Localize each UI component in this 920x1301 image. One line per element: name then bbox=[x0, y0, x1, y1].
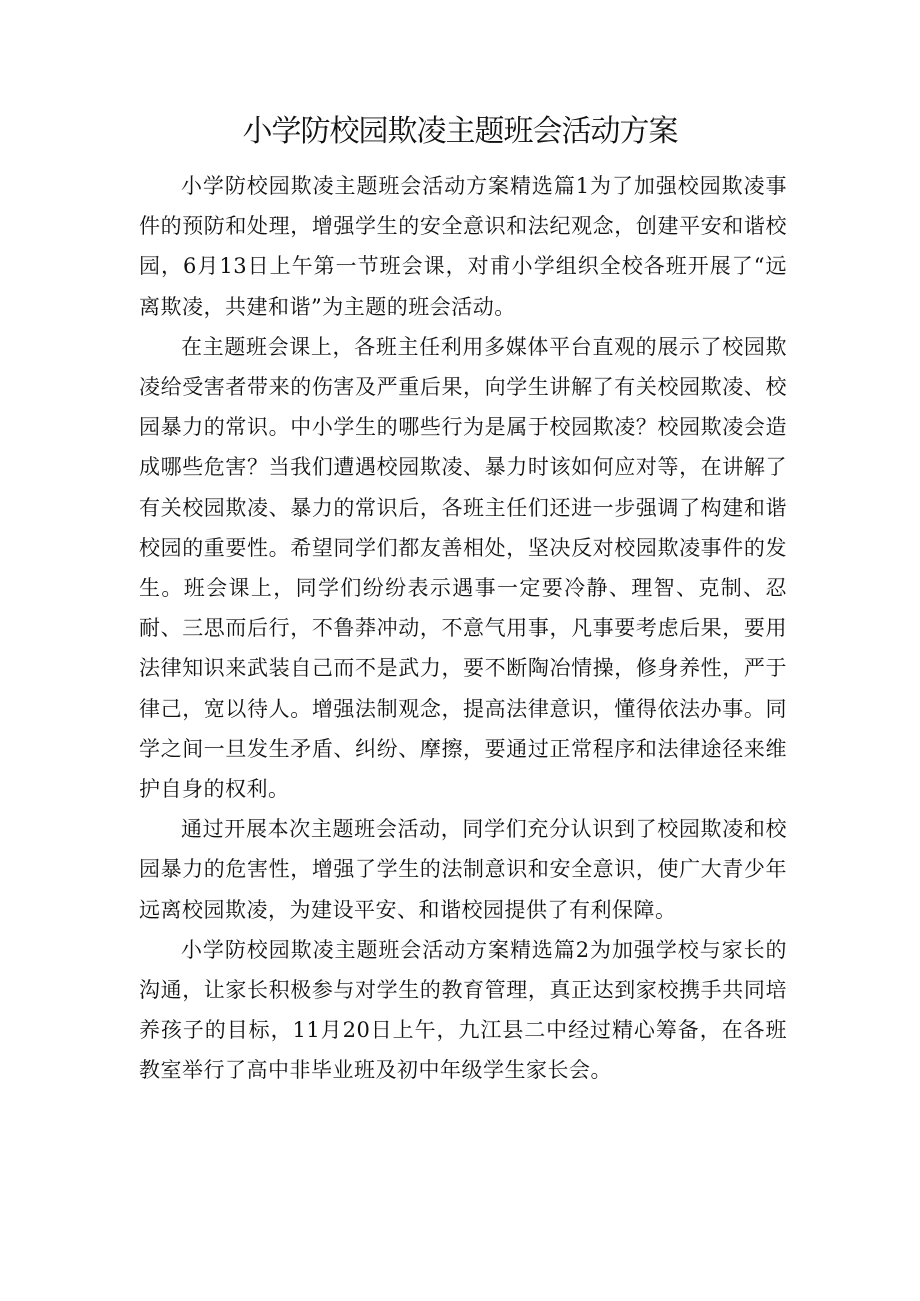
document-title: 小学防校园欺凌主题班会活动方案 bbox=[242, 114, 678, 149]
document-body bbox=[139, 166, 787, 1091]
paragraph-1: 小学防校园欺凌主题班会活动方案精选篇1为了加强校园欺凌事件的预防和处理，增强学生的安全意识和法纪观念，创建平安和谐校园，6月13日上午第一节班会课，对甫小学组织全校各班开展了“远离欺凌，共建和谐”为主题的班会活动。 bbox=[139, 174, 787, 319]
paragraph-2: 在主题班会课上，各班主任利用多媒体平台直观的展示了校园欺凌给受害者带来的伤害及严重后果，向学生讲解了有关校园欺凌、校园暴力的常识。中小学生的哪些行为是属于校园欺凌？校园欺凌会造成哪些危害？当我们遭遇校园欺凌、暴力时该如何应对等，在讲解了有关校园欺凌、暴力的常识后，各班主任们还进一步强调了构建和谐校园的重要性。希望同学们都友善相处，坚决反对校园欺凌事件的发生。班会课上，同学们纷纷表示遇事一定要冷静、理智、克制、忍耐、三思而后行，不鲁莽冲动，不意气用事，凡事要考虑后果，要用法律知识来武装自己而不是武力，要不断陶冶情操，修身养性，严于律己，宽以待人。增强法制观念，提高法律意识，懂得依法办事。同学之间一旦发生矛盾、纠纷、摩擦，要通过正常程序和法律途径来维护自身的权利。 bbox=[139, 334, 787, 802]
paragraph-4: 小学防校园欺凌主题班会活动方案精选篇2为加强学校与家长的沟通，让家长积极参与对学生的教育管理，真正达到家校携手共同培养孩子的目标，11月20日上午，九江县二中经过精心筹备，在各班教室举行了高中非毕业班及初中年级学生家长会。 bbox=[139, 937, 787, 1083]
paragraph-3: 通过开展本次主题班会活动，同学们充分认识到了校园欺凌和校园暴力的危害性，增强了学生的法制意识和安全意识，使广大青少年远离校园欺凌，为建设平安、和谐校园提供了有利保障。 bbox=[139, 817, 787, 922]
